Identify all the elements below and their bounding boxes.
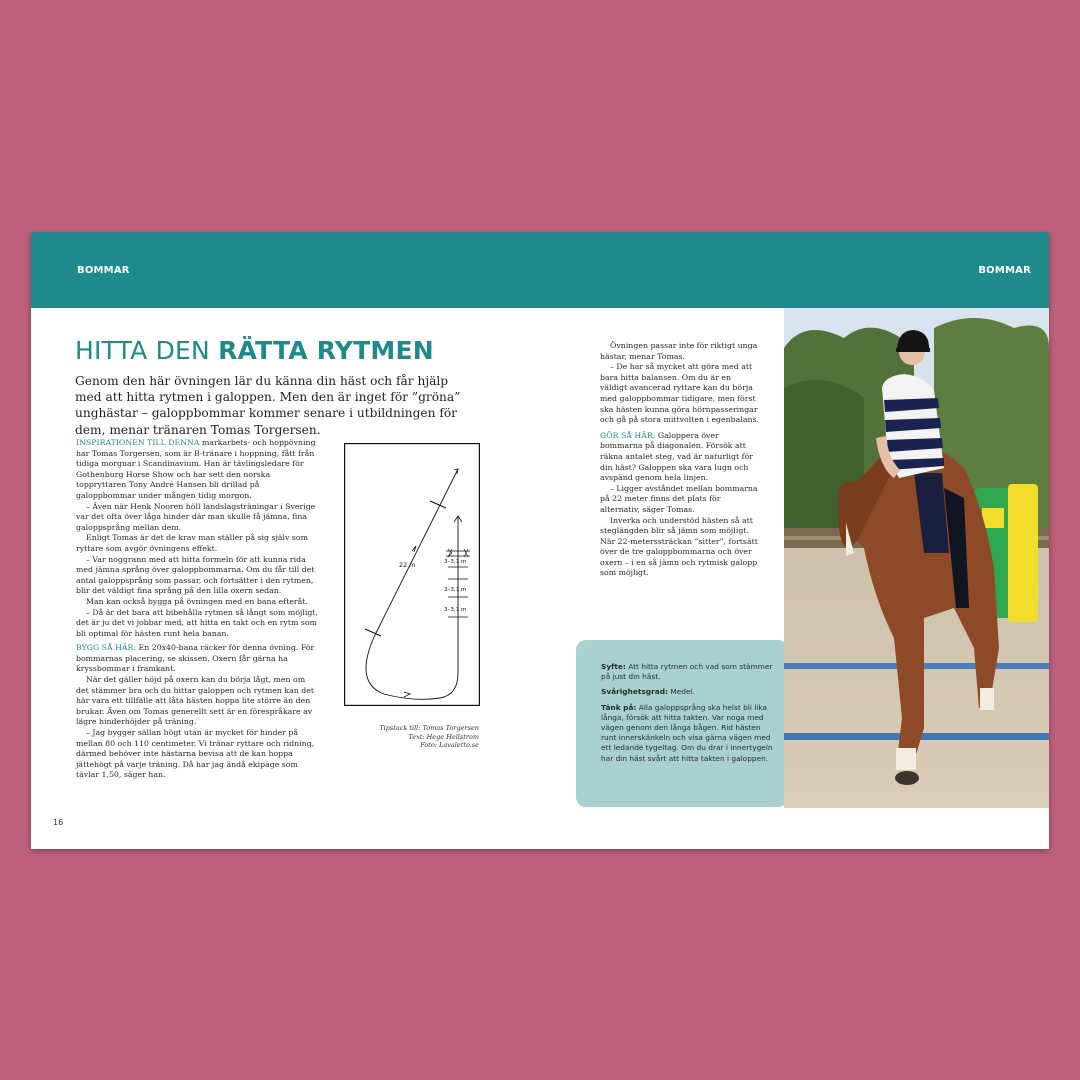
credit-line: Text: Hege Hellstrom [408,732,479,741]
paragraph [600,431,760,484]
paragraph: När det gäller höjd på oxern kan du börja lågt, men om det stämmer bra och du hittar galoppen och rytmen kan det här vara ett tillfälle att låta hästen hoppa lite större än den brukar. Även om Tomas generellt sett är en förespråkare av lägre hinderhöjder på träning. [76,675,315,727]
info-aim [601,662,778,682]
header-bar [31,232,1049,308]
paragraph: – Ligger avståndet mellan bommarna på 22 meter finns det plats för alternativ, säger Tomas. [600,483,758,514]
paragraph: Övningen passar inte för riktigt unga hästar, menar Tomas. [600,341,758,361]
course-sketch [344,443,480,706]
paragraph: – De har så mycket att göra med att bara hitta balansen. Om du är en väldigt avancerad ryttare kan du börja med galoppbommar tidigare, men först ska hästen kunna göra hörnpasseringar och gå på stora mittvolten i egenbalans. [600,362,759,425]
section-label-left: BOMMAR [77,265,130,276]
credit-line: Foto: Lavaletto.se [420,741,479,750]
info-difficulty [601,687,778,697]
section-label-right: BOMMAR [978,265,1031,276]
info-text: Medel. [667,687,695,697]
photo-credits [361,724,479,750]
pole-distance-label: 3–3,1 m [444,587,467,593]
paragraph: Man kan också bygga på övningen med en bana efteråt. [86,596,308,606]
article-lead: Genom den här övningen lär du känna din häst och får hjälp med att hitta rytmen i galoppen. Men den är inget för ”gröna” unghästar – galoppbommar kommer senare i utbildningen för dem, menar tränaren Tomas Torgersen. [75,374,461,437]
paragraph-text: markarbets- och hoppövning har Tomas Torgersen, som är B-tränare i hoppning, fått från tidiga morgnar i Scandinavium. Han är tävlingsledare för Gothenburg Horse Show och har sett den norska toppryttaren Tony André Hansen bli drillad på galoppbommar under mången tidig morgon. [76,438,316,500]
body-column-3 [600,341,760,579]
paragraph-lead-in: INSPIRATIONEN TILL DENNA [76,438,200,447]
paragraph: – Var noggrann med att hitta formeln för att kunna rida med jämna språng över galoppbommarna. Om du får till det antal galoppsprång som passar, och fortsätter i den rytmen, blir det väldigt fina språng på den lilla oxern sedan. [76,554,315,596]
pole-distance-label: 3–3,1 m [444,607,467,613]
rider-photo [784,308,1049,808]
info-label: Svårighetsgrad: [601,687,668,697]
paragraph: – Jag bygger sällan högt utan är mycket för hinder på mellan 80 och 110 centimeter. Vi tränar ryttare och ridning, därmed behöver inte hästarna bevisa att de kan hoppa jättehögt på varje träning. Då har jag ändå ekipage som tävlar 1,50, säger han. [76,728,315,780]
paragraph: – Även när Henk Nooren höll landslagsträningar i Sverige var det ofta över låga hinder där man skulle få jämna, fina galoppsprång mellan dem. [76,501,316,532]
article-title [75,336,434,365]
magazine-spread [31,232,1049,849]
diagonal-distance-label: 22 m [399,561,416,569]
info-label: Syfte: [601,662,626,671]
paragraph-text: Galoppera över bommarna på diagonalen. Försök att räkna antalet steg, vad är naturligt för din häst? Galoppen ska vara lugn och avspänd genom hela linjen. [600,430,753,483]
info-text: Alla galoppsprång ska helst bli lika långa, försök att hitta takten. Var noga med vägen genom den långa bågen. Rid hästen runt innerskänkeln och visa gärna vägen med ett ledande tygeltag. Om du drar i innertygeln har din häst svårt att hitta takten i galoppen. [601,702,773,763]
credit-line: Tipstack till: Tomas Torgersen [379,724,479,732]
info-text: Att hitta rytmen och vad som stämmer på just din häst. [601,662,773,682]
paragraph-text: En 20x40-bana räcker för denna övning. För bommarnas placering, se skissen. Oxern får gärna ha kryssbommar i framkant. [76,643,315,674]
title-bold: RÄTTA RYTMEN [218,336,434,365]
info-tip [601,703,778,764]
paragraph: – Då är det bara att bibehålla rytmen så långt som möjligt, det är ju det vi jobbar med, att hitta en takt och en rytm som bli optimal för hästen runt hela banan. [76,607,318,638]
paragraph [76,438,319,502]
paragraph-lead-in: BYGG SÅ HÄR: [76,643,137,653]
paragraph-lead-in: GÖR SÅ HÄR: [600,430,656,440]
title-light: HITTA DEN [75,336,219,365]
paragraph: Enligt Tomas är det de krav man ställer på sig själv som ryttare som avgör övningens effekt. [76,533,308,553]
pole-distance-label: 3–3,1 m [444,559,467,565]
paragraph [76,643,319,675]
sketch-frame [345,444,480,706]
page-number: 16 [53,818,64,827]
info-box [576,640,788,807]
info-label: Tänk på: [601,702,637,712]
paragraph: Inverka och understöd hästen så att steglängden blir så jämn som möjligt. När 22-meterssträckan ”sitter”, fortsätt över de tre galoppbommarna och över oxern – i en så jämn och rytmisk galopp som möjligt. [600,515,758,578]
body-column-1 [76,438,319,781]
